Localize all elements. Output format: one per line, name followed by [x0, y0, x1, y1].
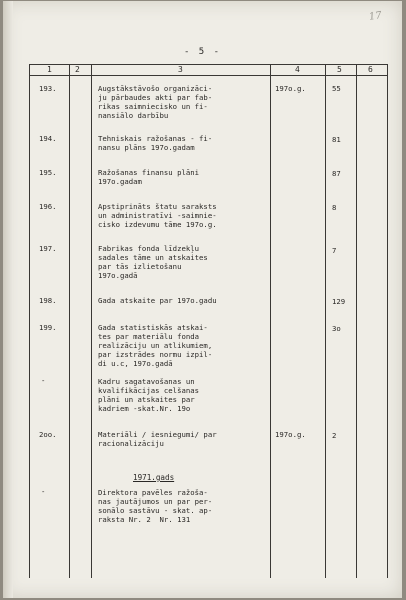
row-sheet-count: 2: [332, 431, 337, 440]
row-description-line: racionalizāciju: [98, 439, 164, 448]
row-description-line: plāni un atskaites par: [98, 395, 195, 404]
row-date: 197o.g.: [275, 430, 306, 439]
row-description-line: kadriem -skat.Nr. 19o: [98, 404, 191, 413]
row-description-line: Apstiprināts štatu saraksts: [98, 202, 217, 211]
column-rule: [69, 64, 70, 578]
column-header: 5: [337, 65, 342, 74]
row-number: 197.: [39, 244, 57, 253]
row-description-line: realizāciju un atlikumiem,: [98, 341, 213, 350]
header-bottom-rule: [29, 75, 387, 76]
row-description-line: Tehniskais ražošanas - fi-: [98, 134, 213, 143]
row-description-line: nansiālo darbību: [98, 111, 169, 120]
page-number: - 5 -: [183, 47, 222, 57]
column-rule: [270, 64, 271, 578]
row-number: 199.: [39, 323, 57, 332]
column-header: 1: [47, 65, 52, 74]
row-number: 195.: [39, 168, 57, 177]
row-date: 197o.g.: [275, 84, 306, 93]
column-header: 2: [75, 65, 80, 74]
row-number: 198.: [39, 296, 57, 305]
row-description-line: un administratīvi -saimnie-: [98, 211, 217, 220]
row-description-line: Augstākstāvošo organizāci-: [98, 84, 213, 93]
column-header: 4: [295, 65, 300, 74]
column-rule: [325, 64, 326, 578]
column-rule: [91, 64, 92, 578]
row-description-line: di u.c, 197o.gadā: [98, 359, 173, 368]
row-number: 2oo.: [39, 430, 57, 439]
row-description-line: Fabrikas fonda līdzekļu: [98, 244, 200, 253]
row-description-line: Ražošanas finansu plāni: [98, 168, 200, 177]
column-header: 3: [178, 65, 183, 74]
row-sheet-count: 7: [332, 246, 337, 255]
row-description-line: par izstrādes normu izpil-: [98, 350, 213, 359]
row-sheet-count: 8: [332, 203, 337, 212]
row-description-line: ju pārbaudes akti par fab-: [98, 93, 213, 102]
row-description-line: 197o.gadam: [98, 177, 142, 186]
row-description-line: nansu plāns 197o.gadam: [98, 143, 195, 152]
row-number: -: [41, 487, 46, 496]
row-description-line: kvalifikācijas celšanas: [98, 386, 200, 395]
row-description-line: Kadru sagatavošanas un: [98, 377, 195, 386]
row-number: 196.: [39, 202, 57, 211]
row-description-line: cisko izdevumu tāme 197o.g.: [98, 220, 217, 229]
row-number: 194.: [39, 134, 57, 143]
row-description-line: Direktora pavēles ražoša-: [98, 488, 208, 497]
table-top-rule: [29, 64, 387, 65]
row-description-line: Gada atskaite par 197o.gadu: [98, 296, 217, 305]
row-number: -: [41, 376, 46, 385]
row-description-line: raksta Nr. 2 Nr. 131: [98, 515, 191, 524]
archive-page: [3, 1, 402, 598]
row-description-line: sadales tāme un atskaites: [98, 253, 208, 262]
row-description-line: tes par materiālu fonda: [98, 332, 200, 341]
row-number: 193.: [39, 84, 57, 93]
table-right-rule: [387, 64, 388, 578]
row-sheet-count: 81: [332, 135, 341, 144]
row-sheet-count: 87: [332, 169, 341, 178]
row-description-line: 197o.gadā: [98, 271, 138, 280]
page-binding-edge: [3, 1, 13, 598]
column-rule: [356, 64, 357, 578]
row-description-line: Gada statistiskās atskai-: [98, 323, 208, 332]
corner-folio-mark: 17: [368, 10, 383, 23]
table-left-rule: [29, 64, 30, 578]
row-description-line: nas jautājumos un par per-: [98, 497, 213, 506]
row-sheet-count: 129: [332, 297, 346, 306]
row-description-line: Materiāli / iesniegumi/ par: [98, 430, 217, 439]
year-section-heading: 1971.gads: [133, 473, 175, 482]
column-header: 6: [368, 65, 373, 74]
row-description-line: par tās izlietošanu: [98, 262, 182, 271]
row-description-line: rikas saimniecisko un fi-: [98, 102, 208, 111]
row-sheet-count: 3o: [332, 324, 341, 333]
row-description-line: sonālo sastāvu - skat. ap-: [98, 506, 213, 515]
row-sheet-count: 55: [332, 84, 341, 93]
